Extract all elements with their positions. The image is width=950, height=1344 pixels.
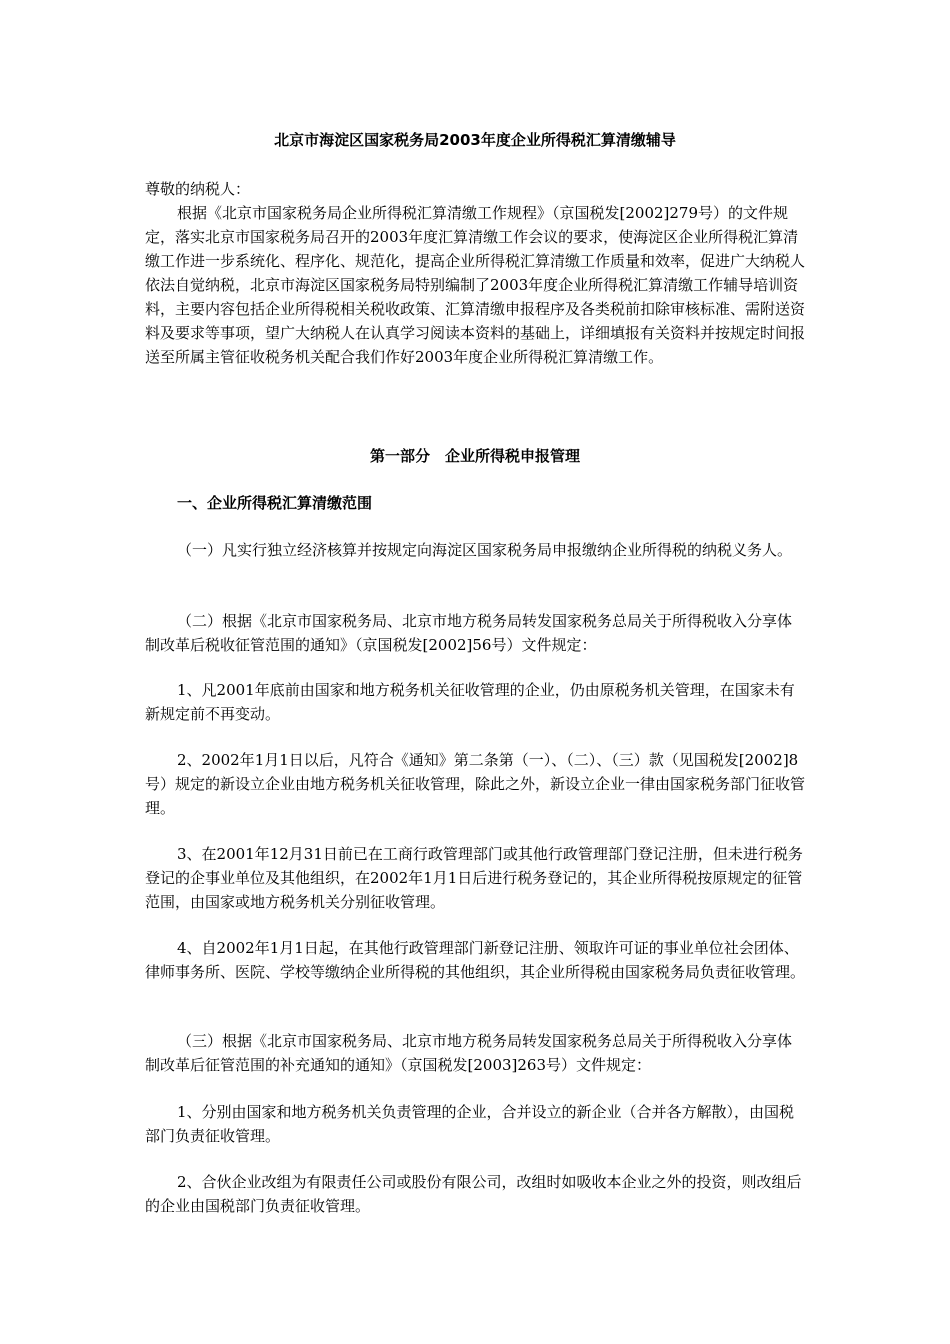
section-heading: 一、企业所得税汇算清缴范围 xyxy=(177,494,373,512)
paragraph-1: （一）凡实行独立经济核算并按规定向海淀区国家税务局申报缴纳企业所得税的纳税义务人。 xyxy=(177,541,793,559)
paragraph-2: （二）根据《北京市国家税务局、北京市地方税务局转发国家税务总局关于所得税收入分享体制改革后税收征管范围的通知》（京国税发[2002]56号）文件规定： xyxy=(145,612,793,654)
paragraph-8: 1、分别由国家和地方税务机关负责管理的企业，合并设立的新企业（合并各方解散），由国税部门负责征收管理。 xyxy=(145,1103,795,1145)
paragraph-7: （三）根据《北京市国家税务局、北京市地方税务局转发国家税务总局关于所得税收入分享体制改革后征管范围的补充通知的通知》（京国税发[2003]263号）文件规定： xyxy=(145,1032,793,1074)
paragraph-6: 4、自2002年1月1日起，在其他行政管理部门新登记注册、领取许可证的事业单位社会团体、律师事务所、医院、学校等缴纳企业所得税的其他组织，其企业所得税由国家税务局负责征收管理。 xyxy=(145,939,806,981)
intro-paragraph: 根据《北京市国家税务局企业所得税汇算清缴工作规程》（京国税发[2002]279号）的文件规定，落实北京市国家税务局召开的2003年度汇算清缴工作会议的要求，使海淀区企业所得税汇算清缴工作进一步系统化、程序化、规范化，提高企业所得税汇算清缴工作质量和效率，促进广大纳税人依法自觉纳税，北京市海淀区国家税务局特别编制了2003年度企业所得税汇算清缴工作辅导培训资料，主要内容包括企业所得税相关税收政策、汇算清缴申报程序及各类税前扣除审核标准、需附送资料及要求等事项，望广大纳税人在认真学习阅读本资料的基础上，详细填报有关资料并按规定时间报送至所属主管征收税务机关配合我们作好2003年度企业所得税汇算清缴工作。 xyxy=(145,204,806,366)
paragraph-9: 2、合伙企业改组为有限责任公司或股份有限公司，改组时如吸收本企业之外的投资，则改组后的企业由国税部门负责征收管理。 xyxy=(145,1173,802,1215)
paragraph-3: 1、凡2001年底前由国家和地方税务机关征收管理的企业，仍由原税务机关管理，在国家未有新规定前不再变动。 xyxy=(145,681,795,723)
part-title: 第一部分 企业所得税申报管理 xyxy=(369,447,580,465)
paragraph-4: 2、2002年1月1日以后，凡符合《通知》第二条第（一）、（二）、（三）款（见国税发[2002]8号）规定的新设立企业由地方税务机关征收管理，除此之外，新设立企业一律由国家税务部门征收管理。 xyxy=(145,751,806,817)
document-title: 北京市海淀区国家税务局2003年度企业所得税汇算清缴辅导 xyxy=(274,131,676,149)
salutation: 尊敬的纳税人： xyxy=(145,180,251,198)
paragraph-5: 3、在2001年12月31日前已在工商行政管理部门或其他行政管理部门登记注册，但未进行税务登记的企事业单位及其他组织，在2002年1月1日后进行税务登记的，其企业所得税按原规定的征管范围，由国家或地方税务机关分别征收管理。 xyxy=(145,845,803,911)
